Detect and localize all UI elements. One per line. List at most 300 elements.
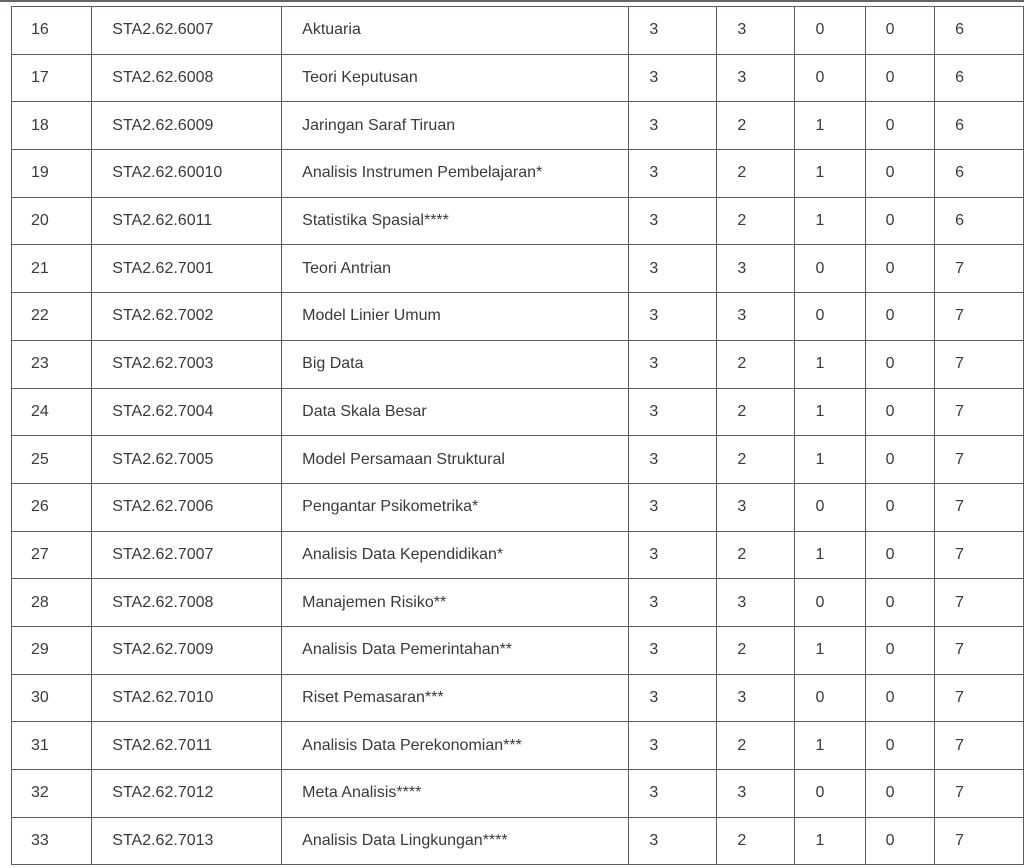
semester: 7 [955, 545, 965, 563]
table-row [12, 102, 1024, 150]
credits-field-cell [865, 770, 934, 818]
credits-total-cell [629, 293, 717, 341]
credits-field-cell [865, 722, 934, 770]
semester: 7 [955, 498, 965, 516]
credits-total-cell [629, 770, 717, 818]
course-code: STA2.62.7008 [112, 593, 214, 611]
table-row [12, 150, 1024, 198]
row-number-cell [12, 579, 92, 627]
row-number: 17 [31, 69, 49, 87]
row-number: 25 [31, 450, 49, 468]
row-number: 18 [31, 116, 49, 134]
table-row [12, 674, 1024, 722]
course-name: Teori Keputusan [302, 69, 418, 87]
course-name-cell [282, 483, 629, 531]
course-code: STA2.62.6007 [112, 21, 214, 39]
credits-total: 3 [649, 259, 659, 277]
credits-field: 0 [885, 116, 895, 134]
credits-total-cell [629, 340, 717, 388]
credits-field-cell [865, 293, 934, 341]
credits-total: 3 [649, 21, 659, 39]
credits-theory: 2 [737, 212, 747, 230]
credits-theory-cell [717, 579, 795, 627]
course-table [11, 6, 1024, 865]
credits-practice: 1 [815, 164, 825, 182]
row-number: 22 [31, 307, 49, 325]
semester-cell [935, 579, 1024, 627]
course-code: STA2.62.6009 [112, 116, 214, 134]
credits-theory-cell [717, 54, 795, 102]
course-code: STA2.62.7006 [112, 498, 214, 516]
course-code: STA2.62.6008 [112, 69, 214, 87]
credits-practice-cell [795, 817, 865, 865]
credits-field-cell [865, 150, 934, 198]
course-name-cell [282, 388, 629, 436]
row-number: 30 [31, 688, 49, 706]
credits-field: 0 [885, 69, 895, 87]
course-code: STA2.62.7002 [112, 307, 214, 325]
credits-total-cell [629, 626, 717, 674]
semester-cell [935, 388, 1024, 436]
credits-practice: 1 [815, 832, 825, 850]
semester: 6 [955, 116, 965, 134]
credits-practice-cell [795, 626, 865, 674]
row-number: 26 [31, 498, 49, 516]
row-number-cell [12, 7, 92, 55]
table-row [12, 722, 1024, 770]
course-name: Model Persamaan Struktural [302, 450, 505, 468]
credits-practice-cell [795, 674, 865, 722]
semester-cell [935, 436, 1024, 484]
credits-field-cell [865, 54, 934, 102]
row-number: 28 [31, 593, 49, 611]
table-row [12, 245, 1024, 293]
credits-total-cell [629, 722, 717, 770]
row-number-cell [12, 388, 92, 436]
credits-theory-cell [717, 483, 795, 531]
credits-theory: 3 [737, 784, 747, 802]
row-number: 19 [31, 164, 49, 182]
course-name-cell [282, 340, 629, 388]
credits-total: 3 [649, 212, 659, 230]
semester: 7 [955, 593, 965, 611]
credits-field-cell [865, 579, 934, 627]
credits-total-cell [629, 102, 717, 150]
credits-practice: 1 [815, 212, 825, 230]
row-number-cell [12, 483, 92, 531]
credits-total: 3 [649, 832, 659, 850]
course-name: Teori Antrian [302, 259, 392, 277]
semester-cell [935, 722, 1024, 770]
course-code-cell [92, 245, 282, 293]
credits-total-cell [629, 817, 717, 865]
credits-field-cell [865, 436, 934, 484]
credits-theory: 3 [737, 688, 747, 706]
semester: 6 [955, 69, 965, 87]
semester-cell [935, 531, 1024, 579]
credits-field: 0 [885, 355, 895, 373]
course-name-cell [282, 245, 629, 293]
credits-total: 3 [649, 402, 659, 420]
credits-theory-cell [717, 770, 795, 818]
course-code: STA2.62.7007 [112, 545, 214, 563]
semester-cell [935, 293, 1024, 341]
row-number: 20 [31, 212, 49, 230]
course-code-cell [92, 7, 282, 55]
semester-cell [935, 626, 1024, 674]
credits-practice: 1 [815, 545, 825, 563]
credits-theory: 3 [737, 259, 747, 277]
credits-total: 3 [649, 641, 659, 659]
row-number: 31 [31, 736, 49, 754]
course-code-cell [92, 579, 282, 627]
credits-theory: 3 [737, 69, 747, 87]
semester: 6 [955, 164, 965, 182]
semester: 7 [955, 641, 965, 659]
credits-practice: 0 [815, 784, 825, 802]
table-row [12, 340, 1024, 388]
row-number-cell [12, 674, 92, 722]
semester: 7 [955, 402, 965, 420]
semester: 7 [955, 259, 965, 277]
course-name: Statistika Spasial**** [302, 212, 449, 230]
credits-total: 3 [649, 498, 659, 516]
semester-cell [935, 54, 1024, 102]
row-number-cell [12, 340, 92, 388]
course-name: Analisis Data Pemerintahan** [302, 641, 513, 659]
course-code: STA2.62.7004 [112, 402, 214, 420]
credits-theory: 2 [737, 450, 747, 468]
course-code-cell [92, 770, 282, 818]
credits-total-cell [629, 436, 717, 484]
credits-theory: 3 [737, 498, 747, 516]
credits-theory: 3 [737, 307, 747, 325]
course-name: Data Skala Besar [302, 402, 427, 420]
course-code-cell [92, 388, 282, 436]
semester: 7 [955, 688, 965, 706]
credits-field-cell [865, 197, 934, 245]
credits-total: 3 [649, 784, 659, 802]
credits-total: 3 [649, 355, 659, 373]
course-code: STA2.62.7011 [112, 736, 213, 754]
course-code-cell [92, 483, 282, 531]
semester: 7 [955, 355, 965, 373]
credits-total: 3 [649, 545, 659, 563]
row-number: 29 [31, 641, 49, 659]
semester: 7 [955, 450, 965, 468]
course-name-cell [282, 7, 629, 55]
course-name-cell [282, 531, 629, 579]
credits-field: 0 [885, 641, 895, 659]
table-row [12, 293, 1024, 341]
credits-practice-cell [795, 102, 865, 150]
credits-theory-cell [717, 7, 795, 55]
credits-practice-cell [795, 293, 865, 341]
credits-theory: 2 [737, 116, 747, 134]
course-name: Manajemen Risiko** [302, 593, 447, 611]
row-number-cell [12, 531, 92, 579]
credits-practice: 0 [815, 307, 825, 325]
credits-practice-cell [795, 340, 865, 388]
credits-field: 0 [885, 688, 895, 706]
credits-total: 3 [649, 593, 659, 611]
credits-field-cell [865, 817, 934, 865]
course-name: Analisis Data Lingkungan**** [302, 832, 508, 850]
credits-practice: 1 [815, 355, 825, 373]
credits-theory-cell [717, 150, 795, 198]
credits-field: 0 [885, 832, 895, 850]
semester-cell [935, 340, 1024, 388]
credits-total-cell [629, 483, 717, 531]
row-number-cell [12, 54, 92, 102]
course-name: Analisis Instrumen Pembelajaran* [302, 164, 543, 182]
credits-practice: 0 [815, 593, 825, 611]
credits-theory-cell [717, 674, 795, 722]
credits-theory-cell [717, 340, 795, 388]
credits-total: 3 [649, 69, 659, 87]
course-code-cell [92, 54, 282, 102]
credits-practice: 0 [815, 21, 825, 39]
course-name-cell [282, 579, 629, 627]
course-code: STA2.62.7001 [112, 259, 214, 277]
credits-theory: 2 [737, 641, 747, 659]
course-code: STA2.62.60010 [112, 164, 223, 182]
credits-practice-cell [795, 722, 865, 770]
row-number-cell [12, 245, 92, 293]
row-number-cell [12, 722, 92, 770]
credits-theory: 2 [737, 832, 747, 850]
course-name: Meta Analisis**** [302, 784, 422, 802]
course-name: Analisis Data Perekonomian*** [302, 736, 522, 754]
credits-practice-cell [795, 579, 865, 627]
semester: 7 [955, 832, 965, 850]
credits-field-cell [865, 7, 934, 55]
credits-total-cell [629, 150, 717, 198]
course-code: STA2.62.7005 [112, 450, 214, 468]
credits-theory: 2 [737, 736, 747, 754]
row-number: 24 [31, 402, 49, 420]
credits-practice: 1 [815, 736, 825, 754]
row-number-cell [12, 817, 92, 865]
course-code-cell [92, 150, 282, 198]
course-code: STA2.62.7010 [112, 688, 214, 706]
credits-theory-cell [717, 245, 795, 293]
course-name-cell [282, 293, 629, 341]
credits-theory: 2 [737, 164, 747, 182]
credits-practice: 1 [815, 641, 825, 659]
course-name-cell [282, 150, 629, 198]
course-name-cell [282, 722, 629, 770]
credits-practice-cell [795, 770, 865, 818]
table-row [12, 817, 1024, 865]
course-code-cell [92, 626, 282, 674]
credits-practice: 1 [815, 402, 825, 420]
course-name: Jaringan Saraf Tiruan [302, 116, 456, 134]
course-name: Model Linier Umum [302, 307, 441, 325]
row-number: 27 [31, 545, 49, 563]
credits-theory-cell [717, 197, 795, 245]
table-row [12, 197, 1024, 245]
credits-theory: 2 [737, 402, 747, 420]
credits-theory: 2 [737, 355, 747, 373]
course-code-cell [92, 197, 282, 245]
credits-practice: 1 [815, 116, 825, 134]
credits-field: 0 [885, 402, 895, 420]
course-name: Riset Pemasaran*** [302, 688, 444, 706]
course-name-cell [282, 674, 629, 722]
credits-practice: 1 [815, 450, 825, 468]
credits-field: 0 [885, 498, 895, 516]
credits-theory-cell [717, 531, 795, 579]
row-number: 33 [31, 832, 49, 850]
row-number-cell [12, 150, 92, 198]
course-code: STA2.62.7003 [112, 355, 214, 373]
credits-total-cell [629, 531, 717, 579]
credits-theory-cell [717, 102, 795, 150]
course-code-cell [92, 817, 282, 865]
credits-field-cell [865, 674, 934, 722]
row-number-cell [12, 626, 92, 674]
semester: 7 [955, 784, 965, 802]
semester-cell [935, 102, 1024, 150]
semester-cell [935, 150, 1024, 198]
course-code: STA2.62.7009 [112, 641, 214, 659]
credits-total-cell [629, 197, 717, 245]
course-code-cell [92, 722, 282, 770]
table-row [12, 531, 1024, 579]
row-number: 21 [31, 259, 49, 277]
credits-total: 3 [649, 736, 659, 754]
row-number-cell [12, 197, 92, 245]
credits-theory: 3 [737, 21, 747, 39]
table-row [12, 436, 1024, 484]
credits-field: 0 [885, 450, 895, 468]
row-number-cell [12, 102, 92, 150]
credits-field-cell [865, 531, 934, 579]
semester: 6 [955, 212, 965, 230]
row-number-cell [12, 770, 92, 818]
course-name-cell [282, 626, 629, 674]
course-code-cell [92, 293, 282, 341]
table-row [12, 770, 1024, 818]
semester-cell [935, 197, 1024, 245]
credits-total: 3 [649, 450, 659, 468]
semester: 7 [955, 307, 965, 325]
course-table-body [12, 7, 1024, 865]
credits-field: 0 [885, 736, 895, 754]
course-code: STA2.62.7012 [112, 784, 214, 802]
credits-practice-cell [795, 245, 865, 293]
course-name-cell [282, 770, 629, 818]
credits-practice-cell [795, 483, 865, 531]
credits-field-cell [865, 483, 934, 531]
course-code: STA2.62.6011 [112, 212, 213, 230]
semester: 6 [955, 21, 965, 39]
course-name-cell [282, 817, 629, 865]
credits-practice: 0 [815, 688, 825, 706]
credits-practice-cell [795, 388, 865, 436]
credits-total: 3 [649, 116, 659, 134]
table-row [12, 388, 1024, 436]
course-name-cell [282, 102, 629, 150]
course-name-cell [282, 54, 629, 102]
table-row [12, 579, 1024, 627]
credits-theory: 2 [737, 545, 747, 563]
credits-field: 0 [885, 21, 895, 39]
credits-practice-cell [795, 54, 865, 102]
semester-cell [935, 483, 1024, 531]
credits-field-cell [865, 102, 934, 150]
credits-practice: 0 [815, 498, 825, 516]
credits-field-cell [865, 388, 934, 436]
credits-total: 3 [649, 164, 659, 182]
credits-total-cell [629, 7, 717, 55]
semester-cell [935, 770, 1024, 818]
semester-cell [935, 7, 1024, 55]
course-code-cell [92, 340, 282, 388]
row-number-cell [12, 436, 92, 484]
row-number-cell [12, 293, 92, 341]
credits-theory-cell [717, 388, 795, 436]
credits-theory-cell [717, 722, 795, 770]
row-number: 32 [31, 784, 49, 802]
course-name: Aktuaria [302, 21, 361, 39]
credits-field: 0 [885, 784, 895, 802]
credits-field: 0 [885, 307, 895, 325]
course-code-cell [92, 102, 282, 150]
course-name: Big Data [302, 355, 364, 373]
course-code: STA2.62.7013 [112, 832, 214, 850]
credits-field-cell [865, 245, 934, 293]
credits-practice: 0 [815, 259, 825, 277]
table-row [12, 7, 1024, 55]
row-number: 23 [31, 355, 49, 373]
credits-total-cell [629, 54, 717, 102]
credits-theory-cell [717, 436, 795, 484]
credits-practice-cell [795, 7, 865, 55]
credits-field: 0 [885, 593, 895, 611]
credits-total-cell [629, 579, 717, 627]
course-name: Analisis Data Kependidikan* [302, 545, 504, 563]
credits-total-cell [629, 245, 717, 293]
credits-practice-cell [795, 436, 865, 484]
credits-practice-cell [795, 197, 865, 245]
credits-theory-cell [717, 293, 795, 341]
row-number: 16 [31, 21, 49, 39]
credits-field: 0 [885, 212, 895, 230]
table-row [12, 483, 1024, 531]
semester: 7 [955, 736, 965, 754]
course-name-cell [282, 436, 629, 484]
credits-practice-cell [795, 150, 865, 198]
semester-cell [935, 245, 1024, 293]
credits-total-cell [629, 674, 717, 722]
top-divider [0, 0, 1024, 2]
semester-cell [935, 674, 1024, 722]
course-name: Pengantar Psikometrika* [302, 498, 479, 516]
table-row [12, 626, 1024, 674]
credits-field: 0 [885, 259, 895, 277]
course-name-cell [282, 197, 629, 245]
credits-field: 0 [885, 164, 895, 182]
credits-field: 0 [885, 545, 895, 563]
course-code-cell [92, 531, 282, 579]
credits-practice-cell [795, 531, 865, 579]
table-row [12, 54, 1024, 102]
credits-theory-cell [717, 817, 795, 865]
credits-total: 3 [649, 307, 659, 325]
semester-cell [935, 817, 1024, 865]
